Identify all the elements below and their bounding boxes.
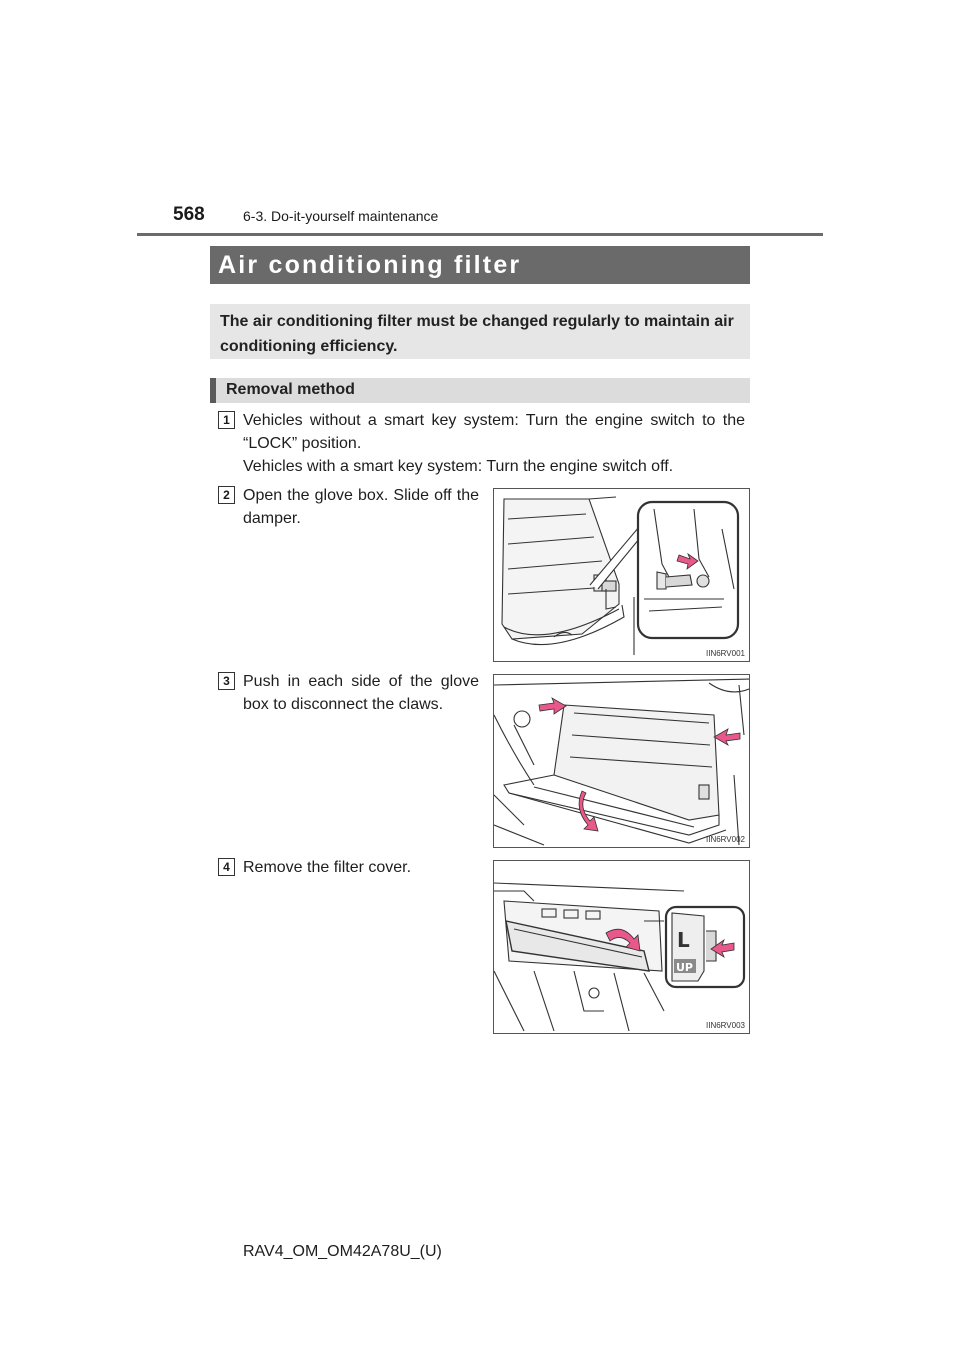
page-title: Air conditioning filter	[218, 251, 522, 279]
title-bar	[210, 246, 750, 284]
figure-filter-cover	[493, 860, 750, 1034]
step-3-text: Push in each side of the glove box to disconnect the claws.	[243, 673, 479, 713]
header-rule	[137, 233, 823, 236]
footer-document-code: RAV4_OM_OM42A78U_(U)	[243, 1243, 442, 1260]
figure-code-2: IIN6RV002	[706, 835, 745, 844]
figure-glove-box-damper	[493, 488, 750, 662]
intro-text: The air conditioning filter must be changed regularly to maintain air conditioning efficiency.	[220, 313, 734, 355]
glove-box-damper-illustration	[494, 489, 750, 662]
step-1-text-line-2: Vehicles with a smart key system: Turn the engine switch off.	[243, 458, 674, 475]
step-4-number: 4	[218, 858, 235, 876]
figure-glove-box-claws	[493, 674, 750, 848]
figure-code-3: IIN6RV003	[706, 1021, 745, 1030]
step-3-number: 3	[218, 672, 235, 690]
step-2-number: 2	[218, 486, 235, 504]
filter-label-l: L	[677, 928, 690, 952]
filter-cover-illustration	[494, 861, 750, 1034]
step-2-text: Open the glove box. Slide off the damper.	[243, 487, 479, 527]
filter-label-up: UP	[676, 961, 693, 974]
intro-box	[210, 304, 750, 359]
glove-box-claws-illustration	[494, 675, 750, 848]
step-4-text: Remove the filter cover.	[243, 859, 412, 876]
section-reference: 6-3. Do-it-yourself maintenance	[243, 208, 439, 224]
step-1-number: 1	[218, 411, 235, 429]
subhead-removal-method	[210, 378, 750, 403]
figure-code-1: IIN6RV001	[706, 649, 745, 658]
page-number: 568	[173, 204, 205, 225]
step-1-text-line-1: Vehicles without a smart key system: Turn the engine switch to the “LOCK” position.	[243, 412, 745, 452]
subhead-text: Removal method	[226, 381, 355, 398]
